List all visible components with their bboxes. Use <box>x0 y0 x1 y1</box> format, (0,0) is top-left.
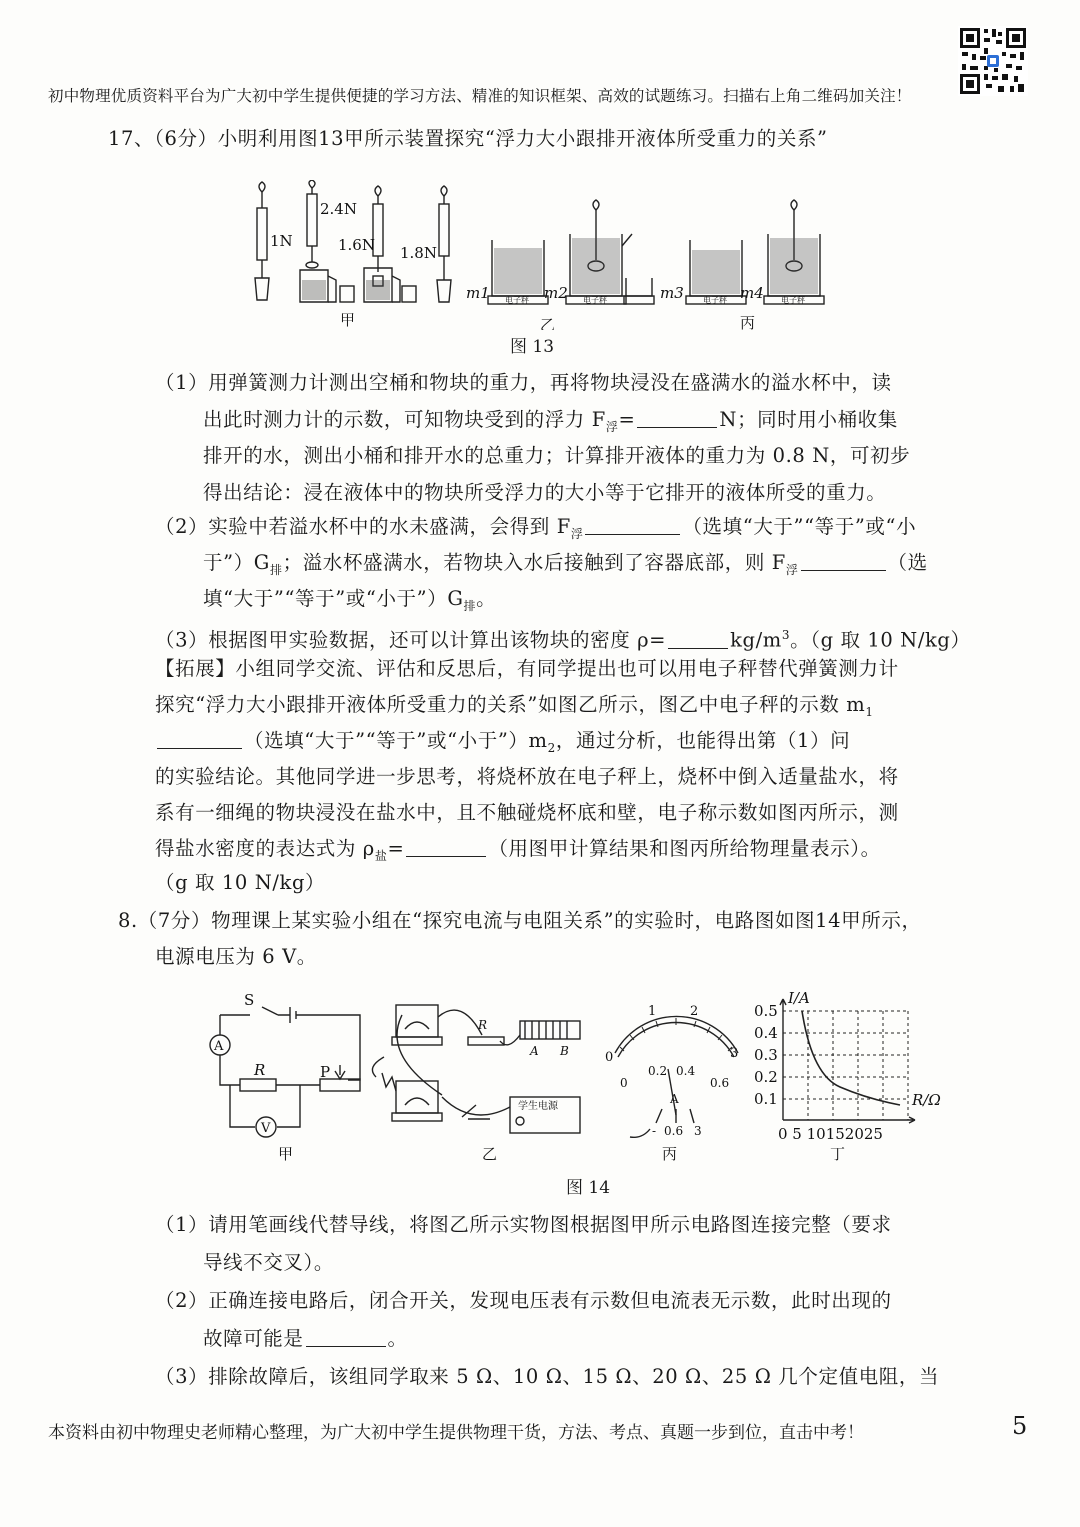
q18-title-line1: 8.（7分）物理课上某实验小组在“探究电流与电阻关系”的实验时，电路图如图14甲所示， <box>118 909 922 932</box>
fig13-label-1.6N: 1.6N <box>338 236 375 254</box>
q17-ext-line2: 探究“浮力大小跟排开液体所受重力的关系”如图乙所示，图乙中电子秤的示数 $m_1$ <box>155 693 874 719</box>
q17-p2-line1: （2）实验中若溢水杯中的水未盛满，会得到 $F_浮$ （选填“大于”“等于”或“小 <box>155 515 917 541</box>
circuit-diagram <box>210 1007 360 1137</box>
q17-p1-line3: 排开的水，测出小桶和排开水的总重力；计算排开液体的重力为 0.8 N，可初步 <box>203 444 911 467</box>
scale-label: 电子秤 <box>505 296 529 305</box>
dial-label-2: 2 <box>690 1004 699 1019</box>
q17-p1-line4: 得出结论：浸在液体中的物块所受浮力的大小等于它排开的液体所受的重力。 <box>203 481 887 504</box>
q18-p2-line1: （2）正确连接电路后，闭合开关，发现电压表有示数但电流表无示数，此时出现的 <box>155 1289 892 1312</box>
terminal-3: 3 <box>694 1124 702 1138</box>
fig13-label-jia: 甲 <box>340 311 356 329</box>
spring-scale-4 <box>437 186 451 302</box>
fig13-caption: 图 13 <box>510 337 555 357</box>
fig14-label-P: P <box>320 1063 331 1081</box>
fig13-label-m1: m1 <box>466 284 490 302</box>
dial-label-0.6: 0.6 <box>710 1076 730 1090</box>
terminal-0.6: 0.6 <box>664 1124 684 1138</box>
answer-blank <box>585 516 680 535</box>
fig13-label-1N: 1N <box>270 232 293 250</box>
figure-14 <box>200 985 960 1165</box>
dial-label-1: 1 <box>648 1004 657 1019</box>
answer-blank <box>668 630 728 649</box>
fig14-label-R: R <box>254 1061 266 1079</box>
figure-13 <box>240 180 830 330</box>
graph-x-axis-label: R/Ω <box>912 1091 941 1109</box>
graph-y-tick-0.4: 0.4 <box>754 1024 778 1042</box>
answer-blank <box>406 838 486 857</box>
dial-label-A: A <box>670 1092 679 1106</box>
footer-banner: 本资料由初中物理史老师精心整理，为广大初中学生提供物理干货，方法、考点、真题一步到位，直击中考！ <box>48 1423 864 1443</box>
q18-p1-line2: 导线不交叉）。 <box>203 1251 334 1274</box>
graph-y-tick-0.5: 0.5 <box>754 1002 778 1020</box>
qr-code-icon <box>958 26 1028 96</box>
q17-p3: （3）根据图甲实验数据，还可以计算出该物块的密度 $\rho= kg/m^3$。（g 取 10 N/kg） <box>155 628 971 652</box>
fig13-label-m4: m4 <box>740 284 764 302</box>
answer-blank <box>801 552 886 571</box>
fig13-label-m3: m3 <box>660 284 684 302</box>
fig14-label-jia: 甲 <box>278 1145 294 1163</box>
dial-label-0.4: 0.4 <box>676 1064 696 1078</box>
q18-p2-line2: 故障可能是 。 <box>203 1327 408 1350</box>
apparatus <box>372 1005 580 1133</box>
answer-blank <box>306 1328 386 1347</box>
q17-ext-line1: 【拓展】小组同学交流、评估和反思后，有同学提出也可以用电子秤替代弹簧测力计 <box>155 657 899 680</box>
fig14-label-V: V <box>261 1121 271 1136</box>
graph-y-tick-0.1: 0.1 <box>754 1090 778 1108</box>
scale-label: 电子秤 <box>583 296 607 305</box>
fig13-label-yi: 乙 <box>540 316 556 330</box>
q18-p1-line1: （1）请用笔画线代替导线，将图乙所示实物图根据图甲所示电路图连接完整（要求 <box>155 1213 892 1236</box>
fig14-label-ding: 丁 <box>830 1145 846 1163</box>
dial-label-3: 3 <box>730 1046 739 1061</box>
fig13-label-2.4N: 2.4N <box>320 200 357 218</box>
scale-label: 电子秤 <box>703 296 727 305</box>
q17-ext-line5: 系有一细绳的物块浸没在盐水中，且不触碰烧杯底和壁，电子称示数如图丙所示，测 <box>155 801 899 824</box>
fig14-label-A: A <box>214 1039 224 1054</box>
q17-ext-line3: （选填“大于”“等于”或“小于$”)m_2$，通过分析，也能得出第（1）问 <box>155 728 850 761</box>
q18-title-line2: 电源电压为 6 V。 <box>155 945 317 968</box>
q17-title: 17、（6分）小明利用图13甲所示装置探究“浮力大小跟排开液体所受重力的关系” <box>108 127 828 150</box>
fig13-label-bing: 丙 <box>740 314 756 330</box>
answer-blank <box>637 409 717 428</box>
dial-label-s0: 0 <box>620 1076 628 1090</box>
q18-p3-line1: （3）排除故障后，该组同学取来 5 Ω、10 Ω、15 Ω、20 Ω、25 Ω 几个定值电阻，当 <box>155 1365 940 1388</box>
q17-ext-line4: 的实验结论。其他同学进一步思考，将烧杯放在电子秤上，烧杯中倒入适量盐水，将 <box>155 765 899 788</box>
q17-p1-line1: （1）用弹簧测力计测出空桶和物块的重力，再将物块浸没在盛满水的溢水杯中，读 <box>155 371 892 394</box>
dial-label-0.2: 0.2 <box>648 1064 668 1078</box>
q17-ext-line7: （g 取 10 N/kg） <box>155 871 326 894</box>
fig14-label-bing: 丙 <box>662 1145 678 1163</box>
fig13-label-m2: m2 <box>544 284 568 302</box>
graph-y-tick-0.3: 0.3 <box>754 1046 778 1064</box>
scale-label: 电子秤 <box>781 296 805 305</box>
dial-label-0: 0 <box>605 1050 614 1065</box>
fig14-label-R2: R <box>478 1018 488 1032</box>
q17-p2-line2: 于$”)G_排$；溢水杯盛满水，若物块入水后接触到了容器底部，则 $F_浮$ （选 <box>203 551 928 577</box>
fig14-label-power: 学生电源 <box>518 1101 558 1112</box>
q17-p1-line2: 出此时测力计的示数，可知物块受到的浮力 $F_浮= N$；同时用小桶收集 <box>203 408 898 434</box>
q17-ext-line6: 得盐水密度的表达式为 $\rho_盐=$ （用图甲计算结果和图丙所给物理量表示）。 <box>155 837 881 863</box>
i-r-graph <box>780 999 915 1123</box>
page-number: 5 <box>1012 1412 1028 1440</box>
fig14-caption: 图 14 <box>566 1178 611 1198</box>
fig14-label-yi: 乙 <box>482 1145 498 1163</box>
fig14-label-terminal-A: A <box>530 1044 539 1058</box>
fig14-label-terminal-B: B <box>560 1044 569 1058</box>
fig13-label-1.8N: 1.8N <box>400 244 437 262</box>
q17-p2-line3: 填“大于”“等于”或“小于$”)G_排$。 <box>203 587 497 613</box>
answer-blank <box>157 730 242 749</box>
spring-scale-1 <box>255 182 269 300</box>
terminal-neg: - <box>652 1124 657 1138</box>
header-banner: 初中物理优质资料平台为广大初中学生提供便捷的学习方法、精准的知识框架、高效的试题练习。扫描右上角二维码加关注！ <box>48 87 912 105</box>
graph-x-ticks: 0 5 10152025 <box>778 1125 883 1143</box>
graph-y-axis-label: I/A <box>788 989 810 1007</box>
graph-y-tick-0.2: 0.2 <box>754 1068 778 1086</box>
fig14-label-S: S <box>244 991 255 1009</box>
